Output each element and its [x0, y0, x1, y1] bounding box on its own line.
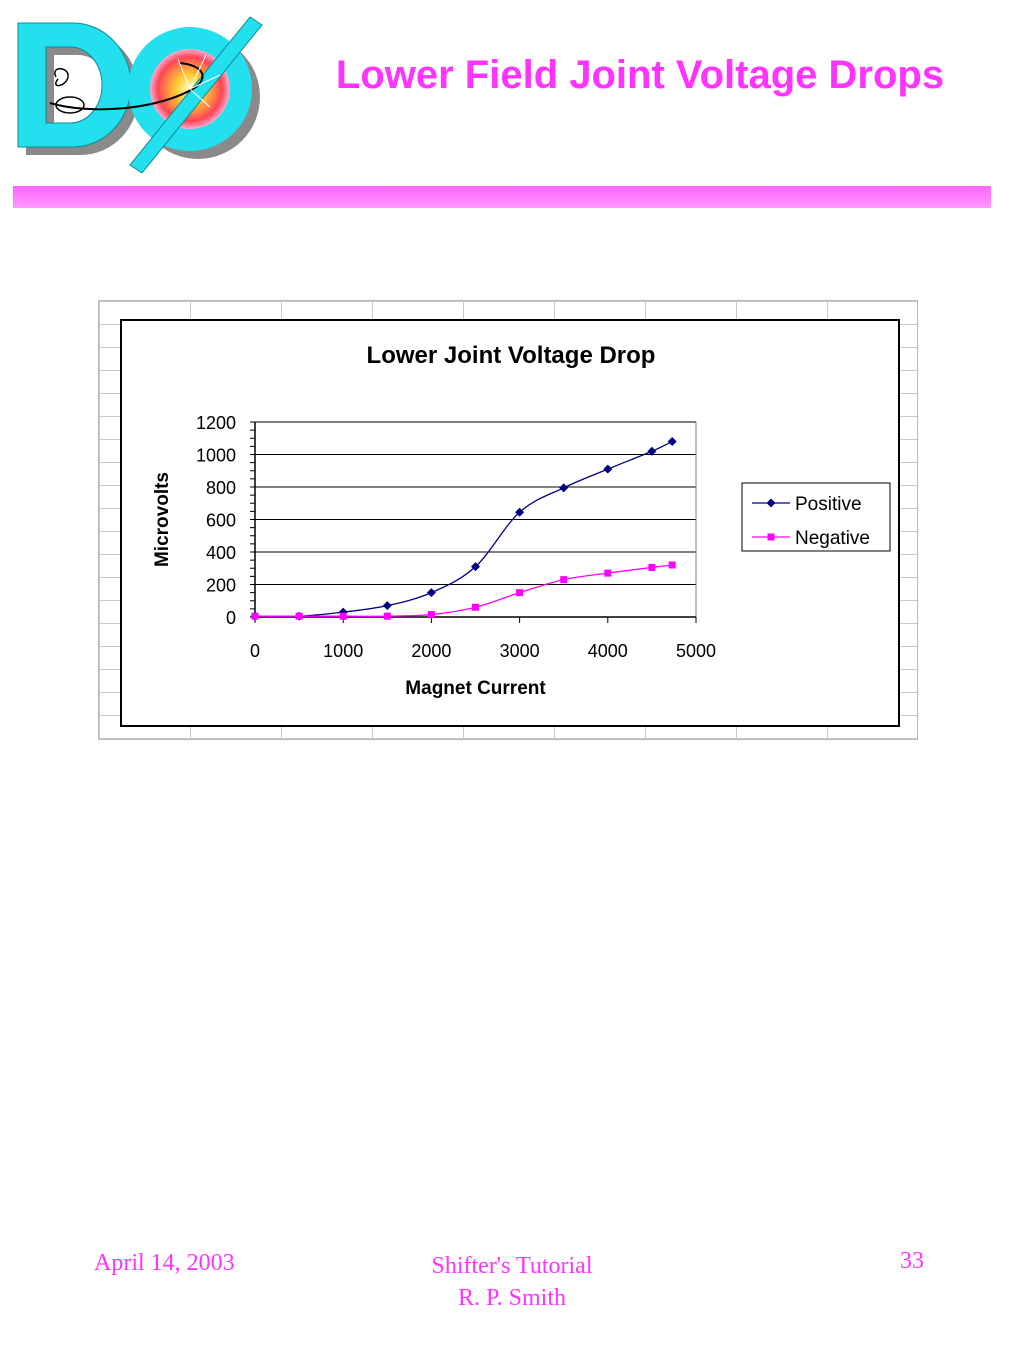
data-point-positive [559, 483, 568, 492]
data-point-positive [427, 588, 436, 597]
y-tick-label: 600 [205, 510, 236, 531]
y-tick-label: 800 [205, 478, 236, 498]
sheet-gridline-v [99, 301, 100, 739]
data-point-positive [603, 465, 612, 474]
sheet-gridline-h [99, 301, 917, 302]
footer-author: R. P. Smith [457, 1285, 567, 1311]
data-point-negative [340, 613, 347, 620]
y-tick-label: 1000 [195, 445, 236, 466]
data-point-negative [296, 613, 303, 620]
chart-area[interactable] [120, 319, 900, 727]
y-tick-label: 200 [205, 575, 236, 596]
title-divider-bar [13, 186, 991, 208]
data-point-negative [252, 613, 259, 620]
x-tick-label: 4000 [587, 641, 628, 661]
data-point-negative [384, 613, 391, 620]
data-point-negative [669, 562, 676, 569]
x-tick-label: 5000 [675, 641, 717, 661]
x-tick-label: 3000 [499, 641, 540, 661]
y-tick-label: 1200 [195, 413, 236, 433]
data-point-negative [560, 576, 567, 583]
chart-title: Lower Joint Voltage Drop [366, 342, 656, 369]
data-point-positive [668, 437, 677, 446]
sheet-gridline-h [99, 738, 917, 739]
data-point-negative [516, 589, 523, 596]
x-tick-label: 0 [249, 641, 261, 661]
x-tick-label: 1000 [323, 641, 364, 661]
d0-logo [10, 15, 270, 175]
slide-title: Lower Field Joint Voltage Drops [335, 53, 945, 97]
legend-label-positive: Positive [795, 494, 862, 515]
footer-subtitle: Shifter's Tutorial [431, 1253, 593, 1279]
legend-marker-negative [768, 534, 775, 541]
data-point-positive [383, 601, 392, 610]
y-axis-label: Microvolts [152, 471, 173, 568]
legend-label-negative: Negative [795, 528, 870, 549]
page-number: 33 [900, 1248, 924, 1274]
data-point-negative [428, 611, 435, 618]
footer-center [372, 1250, 652, 1314]
data-point-negative [648, 564, 655, 571]
y-tick-label: 400 [205, 543, 236, 563]
y-tick-label: 0 [225, 608, 236, 628]
x-tick-label: 2000 [411, 641, 452, 661]
x-axis-label: Magnet Current [405, 678, 546, 699]
data-point-negative [472, 604, 479, 611]
data-point-negative [604, 570, 611, 577]
footer-date: April 14, 2003 [94, 1250, 235, 1276]
chart-svg [122, 321, 898, 725]
